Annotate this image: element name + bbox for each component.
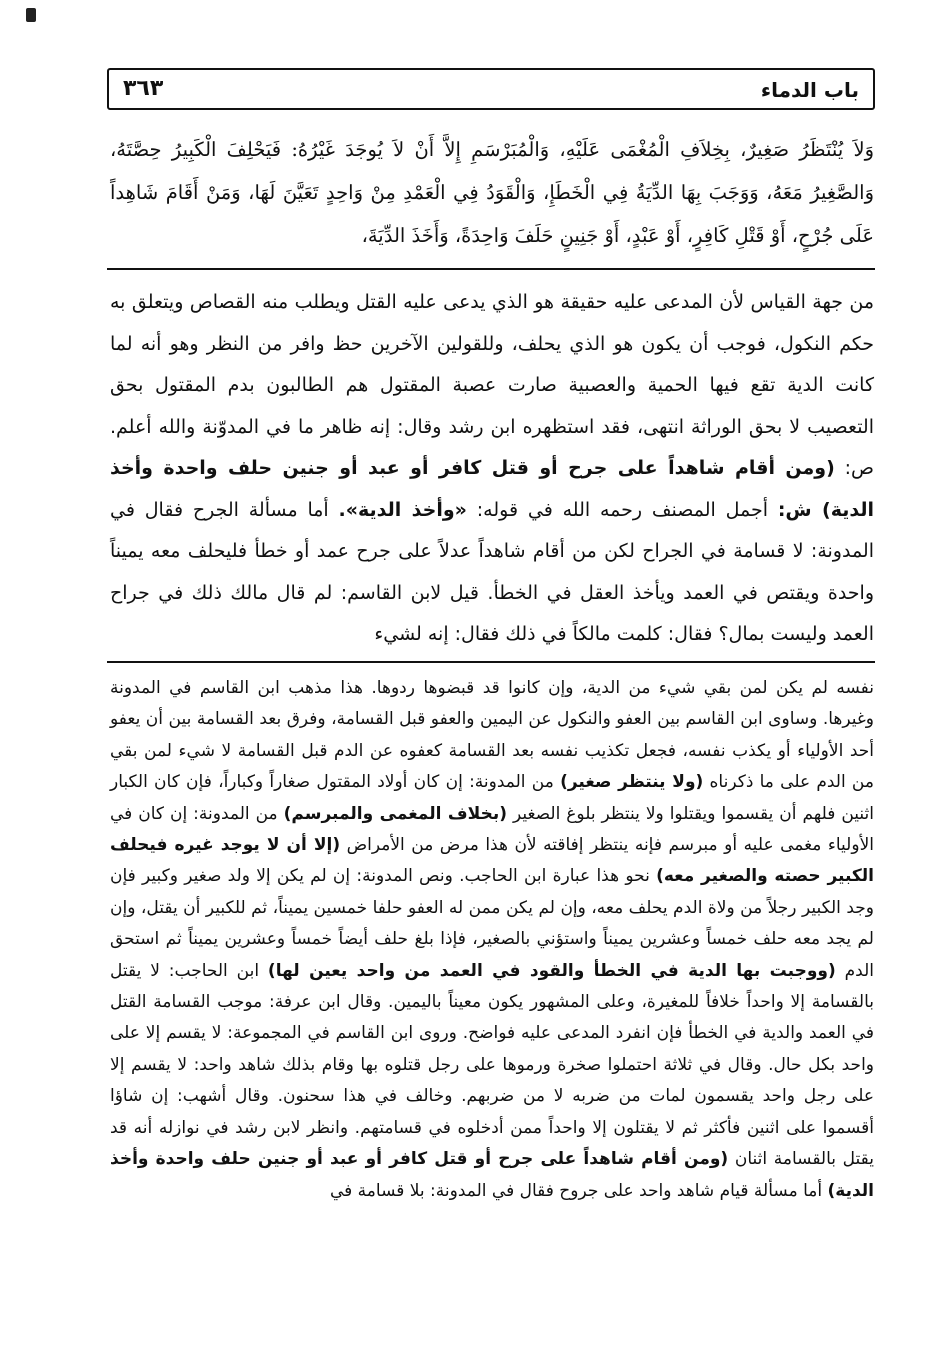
- footnote-text: [110, 673, 874, 1207]
- commentary-text: [110, 282, 874, 656]
- footnote-run: نفسه لم يكن لمن بقي شيء من الدية، وإن كانوا قد قبضوها ردوها. هذا مذهب ابن القاسم في المدونة وغيرها. وساوى ابن القاسم بين العفو والنكول عن اليمين والعفو قبل القسامة، وفرق بعد القسامة بين أن يعفو أحد الأولياء أو يكذب نفسه، فجعل تكذيب نفسه بعد القسامة كعفوه عن الدم قبل القسامة لا شيء لمن بقي من الدم على ما ذكرناه: [110, 678, 874, 793]
- chapter-title: باب الدماء: [760, 78, 859, 102]
- matn-text: [110, 128, 874, 257]
- commentary-run: من جهة القياس لأن المدعى عليه حقيقة هو الذي يدعى عليه القتل ويطلب منه القصاص ويتعلق به حكم النكول، فوجب أن يكون هو الذي يحلف، وللقولين الآخرين حظ وافر من النظر وهو أنه لما كانت الدية تقع فيها الحمية والعصبية صارت عصبة المقتول هم الطالبون بدم المقتول بحق التعصيب لا بحق الوراثة انتهى، فقد استظهره ابن رشد وقال: إنه ظاهر ما في المدوّنة والله أعلم. ص:: [110, 291, 874, 479]
- corner-mark: [26, 8, 36, 22]
- footnote-run: ابن الحاجب: لا يقتل بالقسامة إلا واحداً خلافاً للمغيرة، وعلى المشهور يكون معيناً باليمين. وقال ابن عرفة: موجب القسامة القتل في العمد والدية في الخطأ فإن انفرد المدعى عليه فواضح. وروى ابن القاسم في المجموعة: لا يقسم إلا على واحد بكل حال. وقال في ثلاثة احتملوا صخرة ورموها على رجل قتلوه بها وقام بذلك شاهد واحد: لا يقسم إلا على رجل واحد يقسمون لمات من ضربه لا من ضربهم. وخالف في هذا سحنون. وقال أشهب: إن شاؤا أقسموا على اثنين فأكثر ثم لا يقتلون إلا واحداً ممن أدخلوه في قسامتهم. وانظر لابن رشد في نوازله أنه قد يقتل بالقسامة اثنان: [110, 960, 875, 1170]
- commentary-run: أما مسألة الجرح فقال في المدونة: لا قسامة في الجراح لكن من أقام شاهداً عدلاً على جرح عمد أو خطأ فليحلف معه يميناً واحدة ويقتص في العمد ويأخذ العقل في الخطأ. قيل لابن القاسم: لم قال مالك ذلك في جراح العمد وليست بمال؟ فقال: كلمت مالكاً في ذلك فقال: إنه لشيء: [110, 498, 874, 645]
- footnote-paragraph: [110, 673, 874, 1207]
- footnote-run: من المدونة: إن كان في الأولياء مغمى عليه أو مبرسم فإنه ينتظر إفاقته لأن هذا مرض من الأمراض: [110, 803, 874, 856]
- footnote-quote: (ووجبت بها الدية في الخطأ والقود في العمد من واحد يعين لها): [267, 960, 836, 981]
- running-header: [107, 68, 875, 110]
- footnote-quote: (إلا أن لا يوجد غيره فيحلف الكبير حصته والصغير معه): [110, 835, 874, 887]
- footnote-run: أما مسألة قيام شاهد واحد على جروح فقال في المدونة: بلا قسامة في: [329, 1180, 828, 1201]
- commentary-paragraph: [110, 282, 874, 656]
- page-number: ٣٦٣: [123, 76, 164, 101]
- footnote-run: نحو هذا عبارة ابن الحاجب. ونص المدونة: إن لم يكن إلا ولد صغير وكبير فإن وجد الكبير رجلاً من ولاة الدم يحلف معه، وإن لم يكن ممن له العفو حلفا خمسين يميناً، ثم للكبير أن يقتل، وإن لم يجد معه حلف خمساً وعشرين يميناً واستؤني بالصغير، فإذا بلغ حلف أيضاً خمساً وعشرين يميناً ثم استحق الدم: [110, 866, 875, 981]
- footnote-divider: [107, 661, 875, 663]
- section-divider: [107, 268, 875, 270]
- footnote-quote: (ومن أقام شاهداً على جرح أو قتل كافر أو عبد أو جنين حلف واحدة وأخذ الدية): [110, 1149, 874, 1201]
- matn-paragraph: وَلاَ يُنْتَظَرُ صَغِيرٌ، بِخِلاَفِ الْمُغْمَى عَلَيْهِ، وَالْمُبَرْسَمِ إِلاَّ أَنْ لاَ يُوجَدَ غَيْرُهُ: فَيَحْلِفَ الْكَبِيرُ حِصَّتَهُ، وَالصَّغِيرُ مَعَهُ، وَوَجَبَ بِهَا الدِّيَةُ فِي الْخَطَإِ، وَالْقَوَدُ فِي الْعَمْدِ مِنْ وَاحِدٍ تَعَيَّنَ لَهَا، وَمَنْ أَقَامَ شَاهِداً عَلَى جُرْحٍ، أَوْ قَتْلِ كَافِرٍ، أَوْ عَبْدٍ، أَوْ جَنِينٍ حَلَفَ وَاحِدَةً، وَأَخَذَ الدِّيَةَ،: [110, 138, 874, 247]
- commentary-quote: (ومن أقام شاهداً على جرح أو قتل كافر أو عبد أو جنين حلف واحدة وأخذ الدية) ش:: [110, 457, 874, 521]
- footnote-quote: (ولا ينتظر صغير): [560, 772, 704, 793]
- footnote-run: من المدونة: إن كان أولاد المقتول صغاراً وكباراً، فإن كان الكبار اثنين فلهم أن يقسموا ويقتلوا ولا ينتظر بلوغ الصغير: [110, 772, 874, 824]
- footnote-quote: (بخلاف المغمى والمبرسم): [283, 803, 507, 824]
- commentary-run: أجمل المصنف رحمه الله في قوله:: [466, 498, 778, 521]
- commentary-quote: «وأخذ الدية».: [338, 498, 467, 521]
